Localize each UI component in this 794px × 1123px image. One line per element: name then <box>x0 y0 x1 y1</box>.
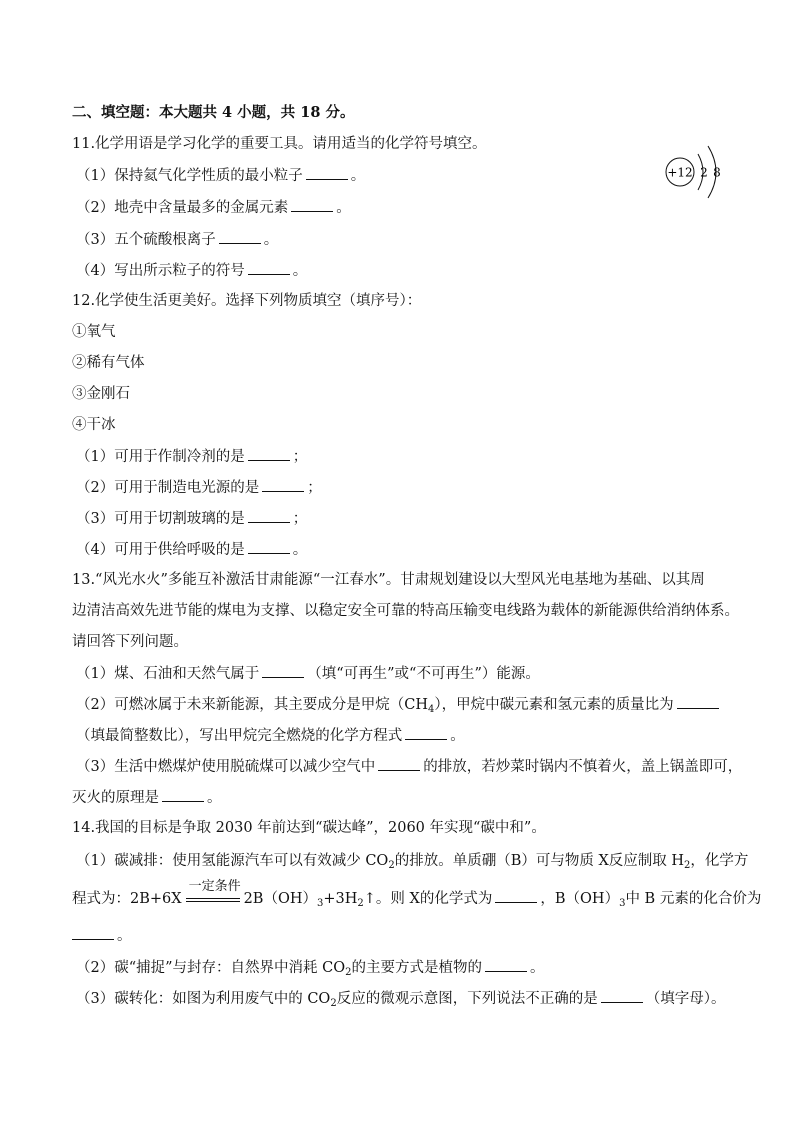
subscript: 3 <box>317 898 324 909</box>
q14-item-3-text-a: （3）碳转化：如图为利用废气中的 CO <box>76 991 331 1007</box>
q11-item-2-text: （2）地壳中含量最多的金属元素 <box>76 200 289 216</box>
q14-item-1-line-3 <box>72 925 132 946</box>
subscript: 2 <box>357 898 364 909</box>
shell-1-count: 2 <box>700 165 708 180</box>
answer-blank <box>495 888 537 903</box>
q11-item-3-end: 。 <box>263 232 279 248</box>
reaction-condition: 一定条件 <box>188 879 241 894</box>
subscript: 2 <box>330 998 337 1009</box>
answer-blank <box>219 229 261 244</box>
q14-equation-line <box>72 879 762 909</box>
answer-blank <box>485 957 527 972</box>
q11-stem: 11.化学用语是学习化学的重要工具。请用适当的化学符号填空。 <box>72 136 487 152</box>
q13-item-1 <box>76 663 540 684</box>
q12-stem: 12.化学使生活更美好。选择下列物质填空（填序号）： <box>72 293 422 309</box>
q14-item-1-end: 。 <box>117 928 132 944</box>
q12-item-3-end: ； <box>292 511 308 527</box>
atom-structure-diagram <box>660 140 740 204</box>
q13-stem-line-3: 请回答下列问题。 <box>72 634 188 650</box>
q12-item-2 <box>76 477 322 498</box>
subscript: 3 <box>619 898 626 909</box>
q14-item-1-text-f: 中 B 元素的化合价为 <box>625 891 762 907</box>
q14-item-3 <box>76 988 725 1009</box>
q14-item-1-text-e: ，B（OH） <box>540 891 620 907</box>
q13-item-1-end: （填“可再生”或“不可再生”）能源。 <box>307 666 540 682</box>
q14-item-2-text-a: （2）碳“捕捉”与封存：自然界中消耗 CO <box>76 960 346 976</box>
q14-item-1 <box>76 851 748 871</box>
q13-stem-line-1: 13.“风光水火”多能互补激活甘肃能源“一江春水”。甘肃规划建设以大型风光电基地为基础、以其周 <box>72 572 705 588</box>
q13-item-2 <box>76 694 722 715</box>
nucleus-charge: +12 <box>667 165 693 180</box>
q13-item-3-text-a: （3）生活中燃煤炉使用脱硫煤可以减少空气中 <box>76 759 376 775</box>
answer-blank <box>306 165 348 180</box>
equation-product-1: 2B（OH） <box>243 891 317 907</box>
subscript: 2 <box>684 860 691 871</box>
q12-item-4-text: （4）可用于供给呼吸的是 <box>76 542 245 558</box>
q14-item-1-text-b: 的排放。单质硼（B）可与物质 X反应制取 H <box>394 853 685 869</box>
answer-blank <box>405 725 447 740</box>
q14-item-3-end: （填字母）。 <box>645 991 726 1007</box>
q13-item-2-text-b: ），甲烷中碳元素和氢元素的质量比为 <box>434 697 674 713</box>
q14-item-3-text-b: 反应的微观示意图，下列说法不正确的是 <box>336 991 598 1007</box>
q11-item-4-end: 。 <box>292 263 308 279</box>
equation-reactants: 程式为：2B+6X <box>72 891 182 907</box>
q13-item-3-line-2 <box>72 787 222 808</box>
q13-item-3-text-b: 的排放，若炒菜时锅内不慎着火，盖上锅盖即可， <box>423 759 743 775</box>
answer-blank <box>291 197 333 212</box>
answer-blank <box>248 446 290 461</box>
answer-blank <box>162 787 204 802</box>
shell-2-count: 8 <box>713 165 721 180</box>
q14-item-1-text-d: ↑。则 X的化学式为 <box>363 891 493 907</box>
answer-blank <box>248 260 290 275</box>
section-header: 二、填空题：本大题共 4 小题，共 18 分。 <box>72 104 355 121</box>
q13-item-2-end: 。 <box>450 728 465 744</box>
q12-item-1 <box>76 446 307 467</box>
q13-stem-line-2: 边清洁高效先进节能的煤电为支撑、以稳定安全可靠的特高压输变电线路为载体的新能源供给消纳体系。 <box>72 603 739 619</box>
q14-stem: 14.我国的目标是争取 2030 年前达到“碳达峰”，2060 年实现“碳中和”。 <box>72 820 546 836</box>
answer-blank <box>248 539 290 554</box>
q11-item-3 <box>76 229 278 250</box>
answer-blank <box>677 694 719 709</box>
answer-blank <box>72 925 114 940</box>
q12-option-1: ①氧气 <box>72 324 116 340</box>
answer-blank <box>248 508 290 523</box>
answer-blank <box>601 988 643 1003</box>
q11-item-1 <box>76 165 365 186</box>
q11-item-4-text: （4）写出所示粒子的符号 <box>76 263 245 279</box>
q12-item-4 <box>76 539 307 560</box>
reaction-condition-arrow <box>186 879 241 909</box>
q14-item-1-text-a: （1）碳减排：使用氢能源汽车可以有效减少 CO <box>76 853 389 869</box>
answer-blank <box>262 477 304 492</box>
equation-product-2: +3H <box>323 891 358 907</box>
q13-item-2-text-a: （2）可燃冰属于未来新能源，其主要成分是甲烷（CH <box>76 697 428 713</box>
subscript: 2 <box>388 860 395 871</box>
answer-blank <box>262 663 304 678</box>
q13-item-2-line-2 <box>76 725 465 746</box>
q14-item-2-text-b: 的主要方式是植物的 <box>351 960 483 976</box>
q12-item-1-text: （1）可用于作制冷剂的是 <box>76 449 245 465</box>
q12-item-4-end: 。 <box>292 542 308 558</box>
q12-item-3 <box>76 508 307 529</box>
q11-item-2-end: 。 <box>336 200 351 216</box>
q12-item-2-end: ； <box>307 480 322 496</box>
answer-blank <box>378 756 420 771</box>
equals-bar-top <box>186 898 240 899</box>
q11-item-3-text: （3）五个硫酸根离子 <box>76 232 216 248</box>
q13-item-2-text-c: （填最简整数比），写出甲烷完全燃烧的化学方程式 <box>76 728 403 744</box>
q14-item-2 <box>76 957 545 978</box>
q14-item-1-text-c: ，化学方 <box>690 853 749 869</box>
q12-option-4: ④干冰 <box>72 417 116 433</box>
q12-item-2-text: （2）可用于制造电光源的是 <box>76 480 260 496</box>
subscript: 2 <box>345 967 352 978</box>
q13-item-3-text-c: 灭火的原理是 <box>72 790 159 806</box>
q13-item-3 <box>76 756 742 777</box>
q13-item-3-end: 。 <box>207 790 222 806</box>
equals-bar-bottom <box>186 901 240 902</box>
q11-item-2 <box>76 197 351 218</box>
q13-item-1-text: （1）煤、石油和天然气属于 <box>76 666 260 682</box>
q12-option-2: ②稀有气体 <box>72 355 145 371</box>
subscript: 4 <box>427 704 435 715</box>
q14-item-2-end: 。 <box>530 960 545 976</box>
q12-item-1-end: ； <box>292 449 308 465</box>
q11-item-1-end: 。 <box>350 168 366 184</box>
q11-item-1-text: （1）保持氦气化学性质的最小粒子 <box>76 168 303 184</box>
q12-option-3: ③金刚石 <box>72 386 130 402</box>
q11-item-4 <box>76 260 307 281</box>
q12-item-3-text: （3）可用于切割玻璃的是 <box>76 511 245 527</box>
